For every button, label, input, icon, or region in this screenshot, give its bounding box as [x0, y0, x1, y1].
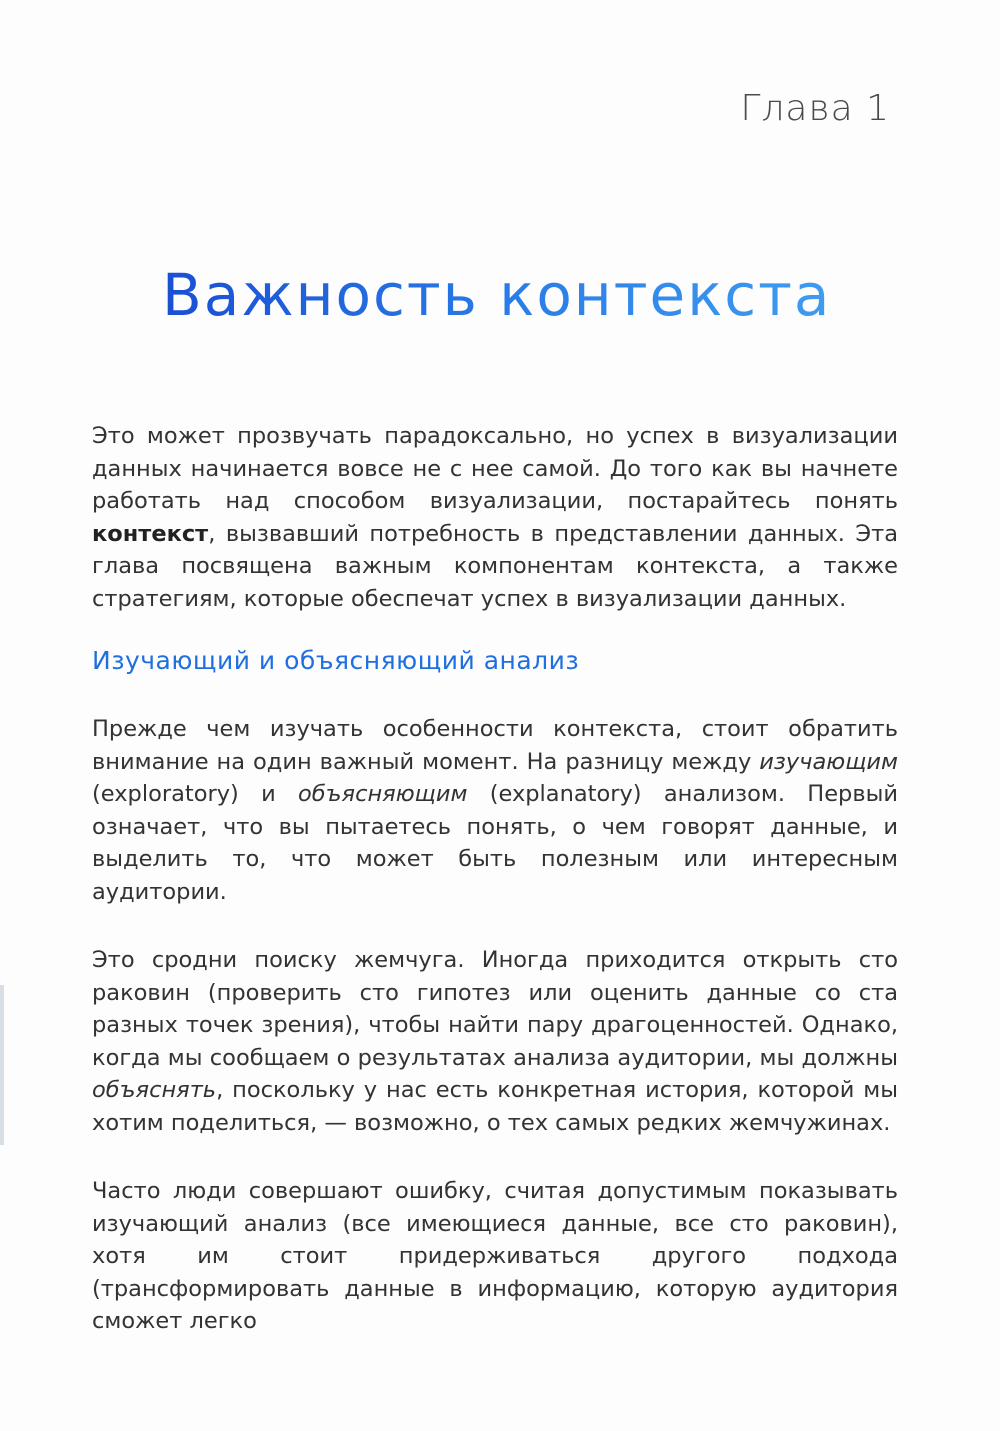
paragraph-common-mistake: Часто люди совершают ошибку, считая допустимым показывать изучающий анализ (все имеющиеся данные, все сто раковин), хотя им стоит придерживаться другого подхода (трансформировать данные в информацию, которую аудитория сможет легко: [92, 1178, 898, 1334]
para1-text-part1: Прежде чем изучать особенности контекста, стоит обратить внимание на один важный момент. На разницу между: [92, 716, 898, 775]
paragraph-exploratory-vs-explanatory: [92, 713, 898, 908]
para1-term-exploratory: изучающим: [759, 748, 898, 775]
intro-text-part2: , вызвавший потребность в представлении данных. Эта глава посвящена важным компонентам контекста, а также стратегиям, которые обеспечат успех в визуализации данных.: [92, 520, 898, 612]
para2-text-part2: , поскольку у нас есть конкретная история, которой мы хотим поделиться, — возможно, о тех самых редких жемчужинах.: [92, 1077, 898, 1136]
intro-keyword: контекст: [92, 520, 209, 547]
para1-text-part2: (exploratory) и: [92, 781, 299, 807]
para2-term-explain: объяснять: [92, 1077, 217, 1103]
section-heading: Изучающий и объясняющий анализ: [92, 646, 580, 675]
page-content: [92, 420, 898, 1374]
para1-term-explanatory: объясняющим: [298, 781, 468, 807]
intro-text-part1: Это может прозвучать парадоксально, но успех в визуализации данных начинается вовсе не с нее самой. До того как вы начнете работать над способом визуализации, постарайтесь понять: [92, 423, 898, 514]
page-edge-shadow: [0, 985, 4, 1145]
paragraph-pearls: [92, 944, 898, 1139]
chapter-label: Глава 1: [740, 88, 890, 129]
intro-paragraph: [92, 420, 898, 615]
chapter-title: Важность контекста: [162, 260, 832, 329]
para1-text-part3: (explanatory) анализом. Первый означает, что вы пытаетесь понять, о чем говорят данные, и выделить то, что может быть полезным или интересным аудитории.: [92, 781, 898, 905]
para2-text-part1: Это сродни поиску жемчуга. Иногда приходится открыть сто раковин (проверить сто гипотез или оценить данные со ста разных точек зрения), чтобы найти пару драгоценностей. Однако, когда мы сообщаем о результатах анализа аудитории, мы должны: [92, 947, 898, 1071]
